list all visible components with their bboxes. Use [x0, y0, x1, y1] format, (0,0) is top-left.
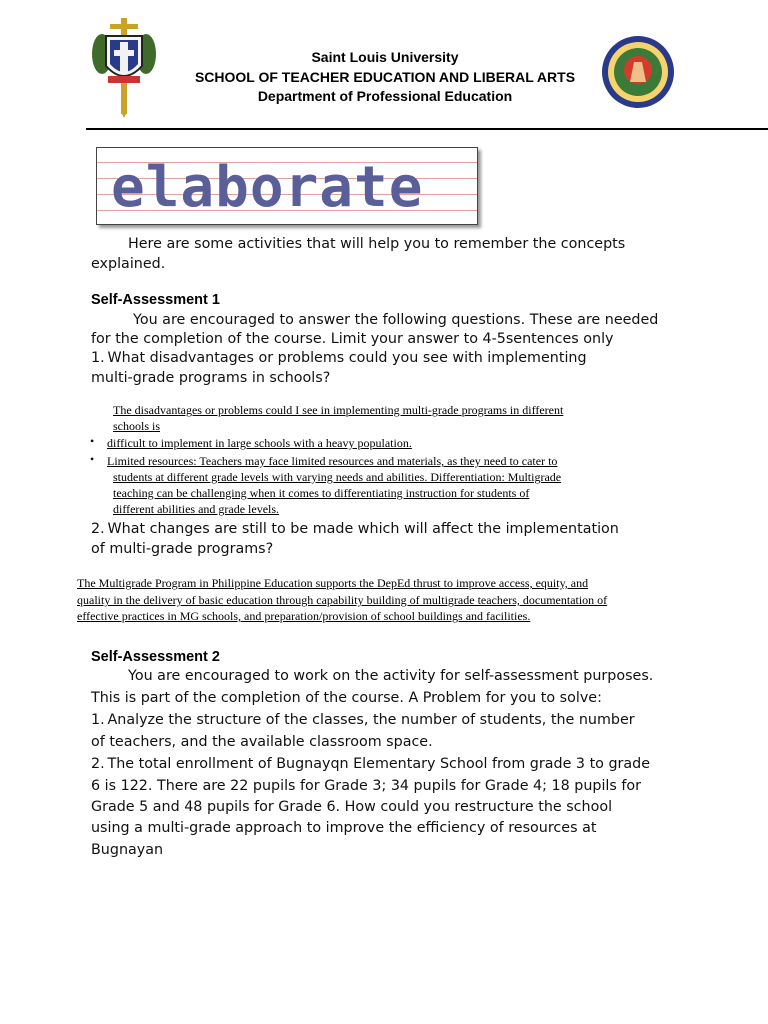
letterhead: [180, 48, 590, 107]
item-2-line-4: using a multi-grade approach to improve the efficiency of resources at: [91, 820, 597, 836]
banner-word: elaborate: [111, 155, 424, 220]
item-2-line-5: Bugnayan: [91, 842, 164, 858]
question-1-line-1: 1. What disadvantages or problems could you see with implementing: [91, 350, 587, 366]
self-assessment-2-heading: Self-Assessment 2: [91, 649, 220, 665]
answer-2-line-3: effective practices in MG schools, and preparation/provision of school buildings and facilities.: [77, 609, 531, 623]
bullet-2-line-1: Limited resources: Teachers may face limited resources and materials, as they need to cater to: [107, 454, 558, 468]
bullet-icon: •: [90, 434, 95, 448]
bullet-2-line-2: students at different grade levels with varying needs and abilities. Differentiation: Multigrade: [113, 470, 562, 484]
department-seal: [600, 32, 680, 112]
question-2-line-2: of multi-grade programs?: [91, 541, 274, 557]
bullet-icon: •: [90, 452, 95, 466]
sa2-line-1: You are encouraged to work on the activity for self-assessment purposes.: [128, 668, 654, 684]
university-name: Saint Louis University: [311, 49, 459, 65]
self-assessment-1-heading: Self-Assessment 1: [91, 292, 220, 308]
question-2-line-1: 2. What changes are still to be made which will affect the implementation: [91, 521, 619, 537]
sa2-line-2: This is part of the completion of the course. A Problem for you to solve:: [91, 690, 602, 706]
answer-2-line-2: quality in the delivery of basic education through capability building of multigrade teachers, documentation of: [77, 593, 608, 607]
item-2-line-3: Grade 5 and 48 pupils for Grade 6. How could you restructure the school: [91, 799, 613, 815]
intro-line-1: Here are some activities that will help you to remember the concepts: [128, 236, 626, 252]
university-logo: [88, 14, 160, 118]
item-1-line-2: of teachers, and the available classroom space.: [91, 734, 433, 750]
bullet-1: difficult to implement in large schools with a heavy population.: [107, 436, 412, 450]
header-rule: [86, 128, 768, 130]
item-2-line-2: 6 is 122. There are 22 pupils for Grade 3; 34 pupils for Grade 4; 18 pupils for: [91, 778, 642, 794]
answer-1-line-1: The disadvantages or problems could I see in implementing multi-grade programs in different: [113, 403, 564, 417]
sa1-line-2: for the completion of the course. Limit your answer to 4-5sentences only: [91, 331, 614, 347]
bullet-2-line-3: teaching can be challenging when it comes to differentiating instruction for students of: [113, 486, 530, 500]
item-2-line-1: 2. The total enrollment of Bugnayqn Elementary School from grade 3 to grade: [91, 756, 651, 772]
answer-2-line-1: The Multigrade Program in Philippine Education supports the DepEd thrust to improve access, equity, and: [77, 576, 589, 590]
item-1-line-1: 1. Analyze the structure of the classes, the number of students, the number: [91, 712, 635, 728]
question-1-line-2: multi-grade programs in schools?: [91, 370, 331, 386]
department-name: Department of Professional Education: [257, 88, 513, 104]
intro-line-2: explained.: [91, 256, 166, 272]
answer-1-line-2: schools is: [113, 419, 161, 433]
bullet-2-line-4: different abilities and grade levels.: [113, 502, 280, 516]
school-name: SCHOOL OF TEACHER EDUCATION AND LIBERAL ARTS: [194, 68, 576, 85]
elaborate-banner: [96, 147, 478, 225]
sa1-line-1: You are encouraged to answer the following questions. These are needed: [133, 312, 659, 328]
